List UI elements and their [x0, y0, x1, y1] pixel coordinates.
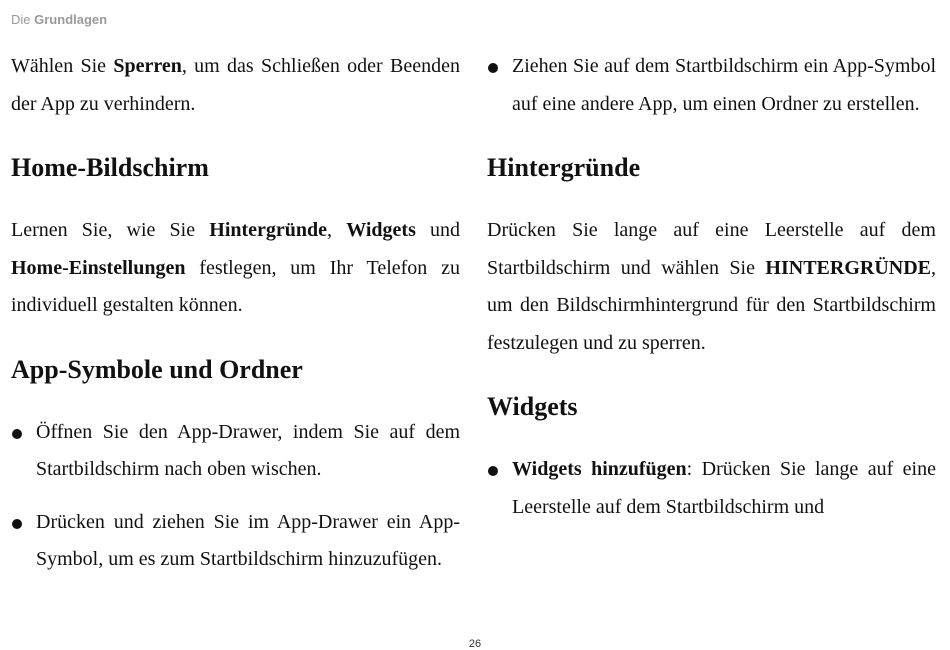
home-text-2: ,: [327, 219, 347, 241]
page-number: 26: [468, 638, 482, 650]
header-title: Grundlagen: [34, 12, 108, 27]
heading-app-symbole: App-Symbole und Ordner: [11, 354, 303, 384]
left-column: [11, 48, 460, 579]
home-text-4: festlegen, um Ihr Telefon zu individuell gestalten können.: [11, 256, 460, 316]
bullet-dot-icon: [488, 63, 498, 73]
list-item: [11, 414, 460, 489]
right-column: [487, 48, 936, 526]
bullet-dot-icon: [12, 519, 22, 529]
home-bold-widgets: Widgets: [346, 219, 416, 241]
intro-text-2: , um das Schließen oder Beenden der App zu verhindern.: [11, 55, 460, 115]
heading-widgets: Widgets: [487, 392, 578, 421]
home-bold-hintergruende: Hintergründe: [209, 219, 328, 241]
intro-paragraph: [11, 48, 460, 123]
heading-hintergruende: Hintergründe: [487, 153, 641, 182]
wallpaper-bold-hintergruende: HINTERGRÜNDE: [765, 256, 931, 279]
heading-home-bildschirm: Home-Bildschirm: [11, 153, 209, 182]
list-item: [11, 504, 460, 579]
wallpaper-text-2: , um den Bildschirmhintergrund für den Startbildschirm festzulegen und zu sperren.: [487, 256, 936, 354]
running-header: [11, 12, 107, 27]
bullet-text: Drücken und ziehen Sie im App-Drawer ein App-Symbol, um es zum Startbildschirm hinzuzufügen.: [36, 510, 460, 570]
bullet-dot-icon: [488, 466, 498, 476]
home-paragraph: [11, 212, 460, 325]
wallpaper-text-1: Drücken Sie lange auf eine Leerstelle auf dem Startbildschirm und wählen Sie: [487, 219, 936, 279]
wallpaper-paragraph: [487, 212, 936, 362]
header-prefix: Die: [11, 12, 31, 27]
widgets-text-1: : Drücken Sie lange auf eine Leerstelle auf dem Startbildschirm und: [512, 458, 936, 518]
list-item: [487, 451, 936, 526]
home-text-3: und: [415, 219, 461, 241]
bullet-text: Öffnen Sie den App-Drawer, indem Sie auf dem Startbildschirm nach oben wischen.: [36, 420, 460, 480]
home-text-1: Lernen Sie, wie Sie: [11, 219, 210, 241]
bullet-dot-icon: [12, 429, 22, 439]
bullet-text: [512, 451, 936, 526]
intro-text-1: Wählen Sie: [11, 55, 114, 77]
home-bold-home-einstellungen: Home-Einstellungen: [11, 256, 186, 279]
widgets-bold-hinzufuegen: Widgets hinzufügen: [512, 458, 687, 480]
bullet-text: Ziehen Sie auf dem Startbildschirm ein App-Symbol auf eine andere App, um einen Ordner zu erstellen.: [512, 55, 936, 115]
list-item: [487, 48, 936, 123]
intro-bold-sperren: Sperren: [113, 55, 182, 77]
